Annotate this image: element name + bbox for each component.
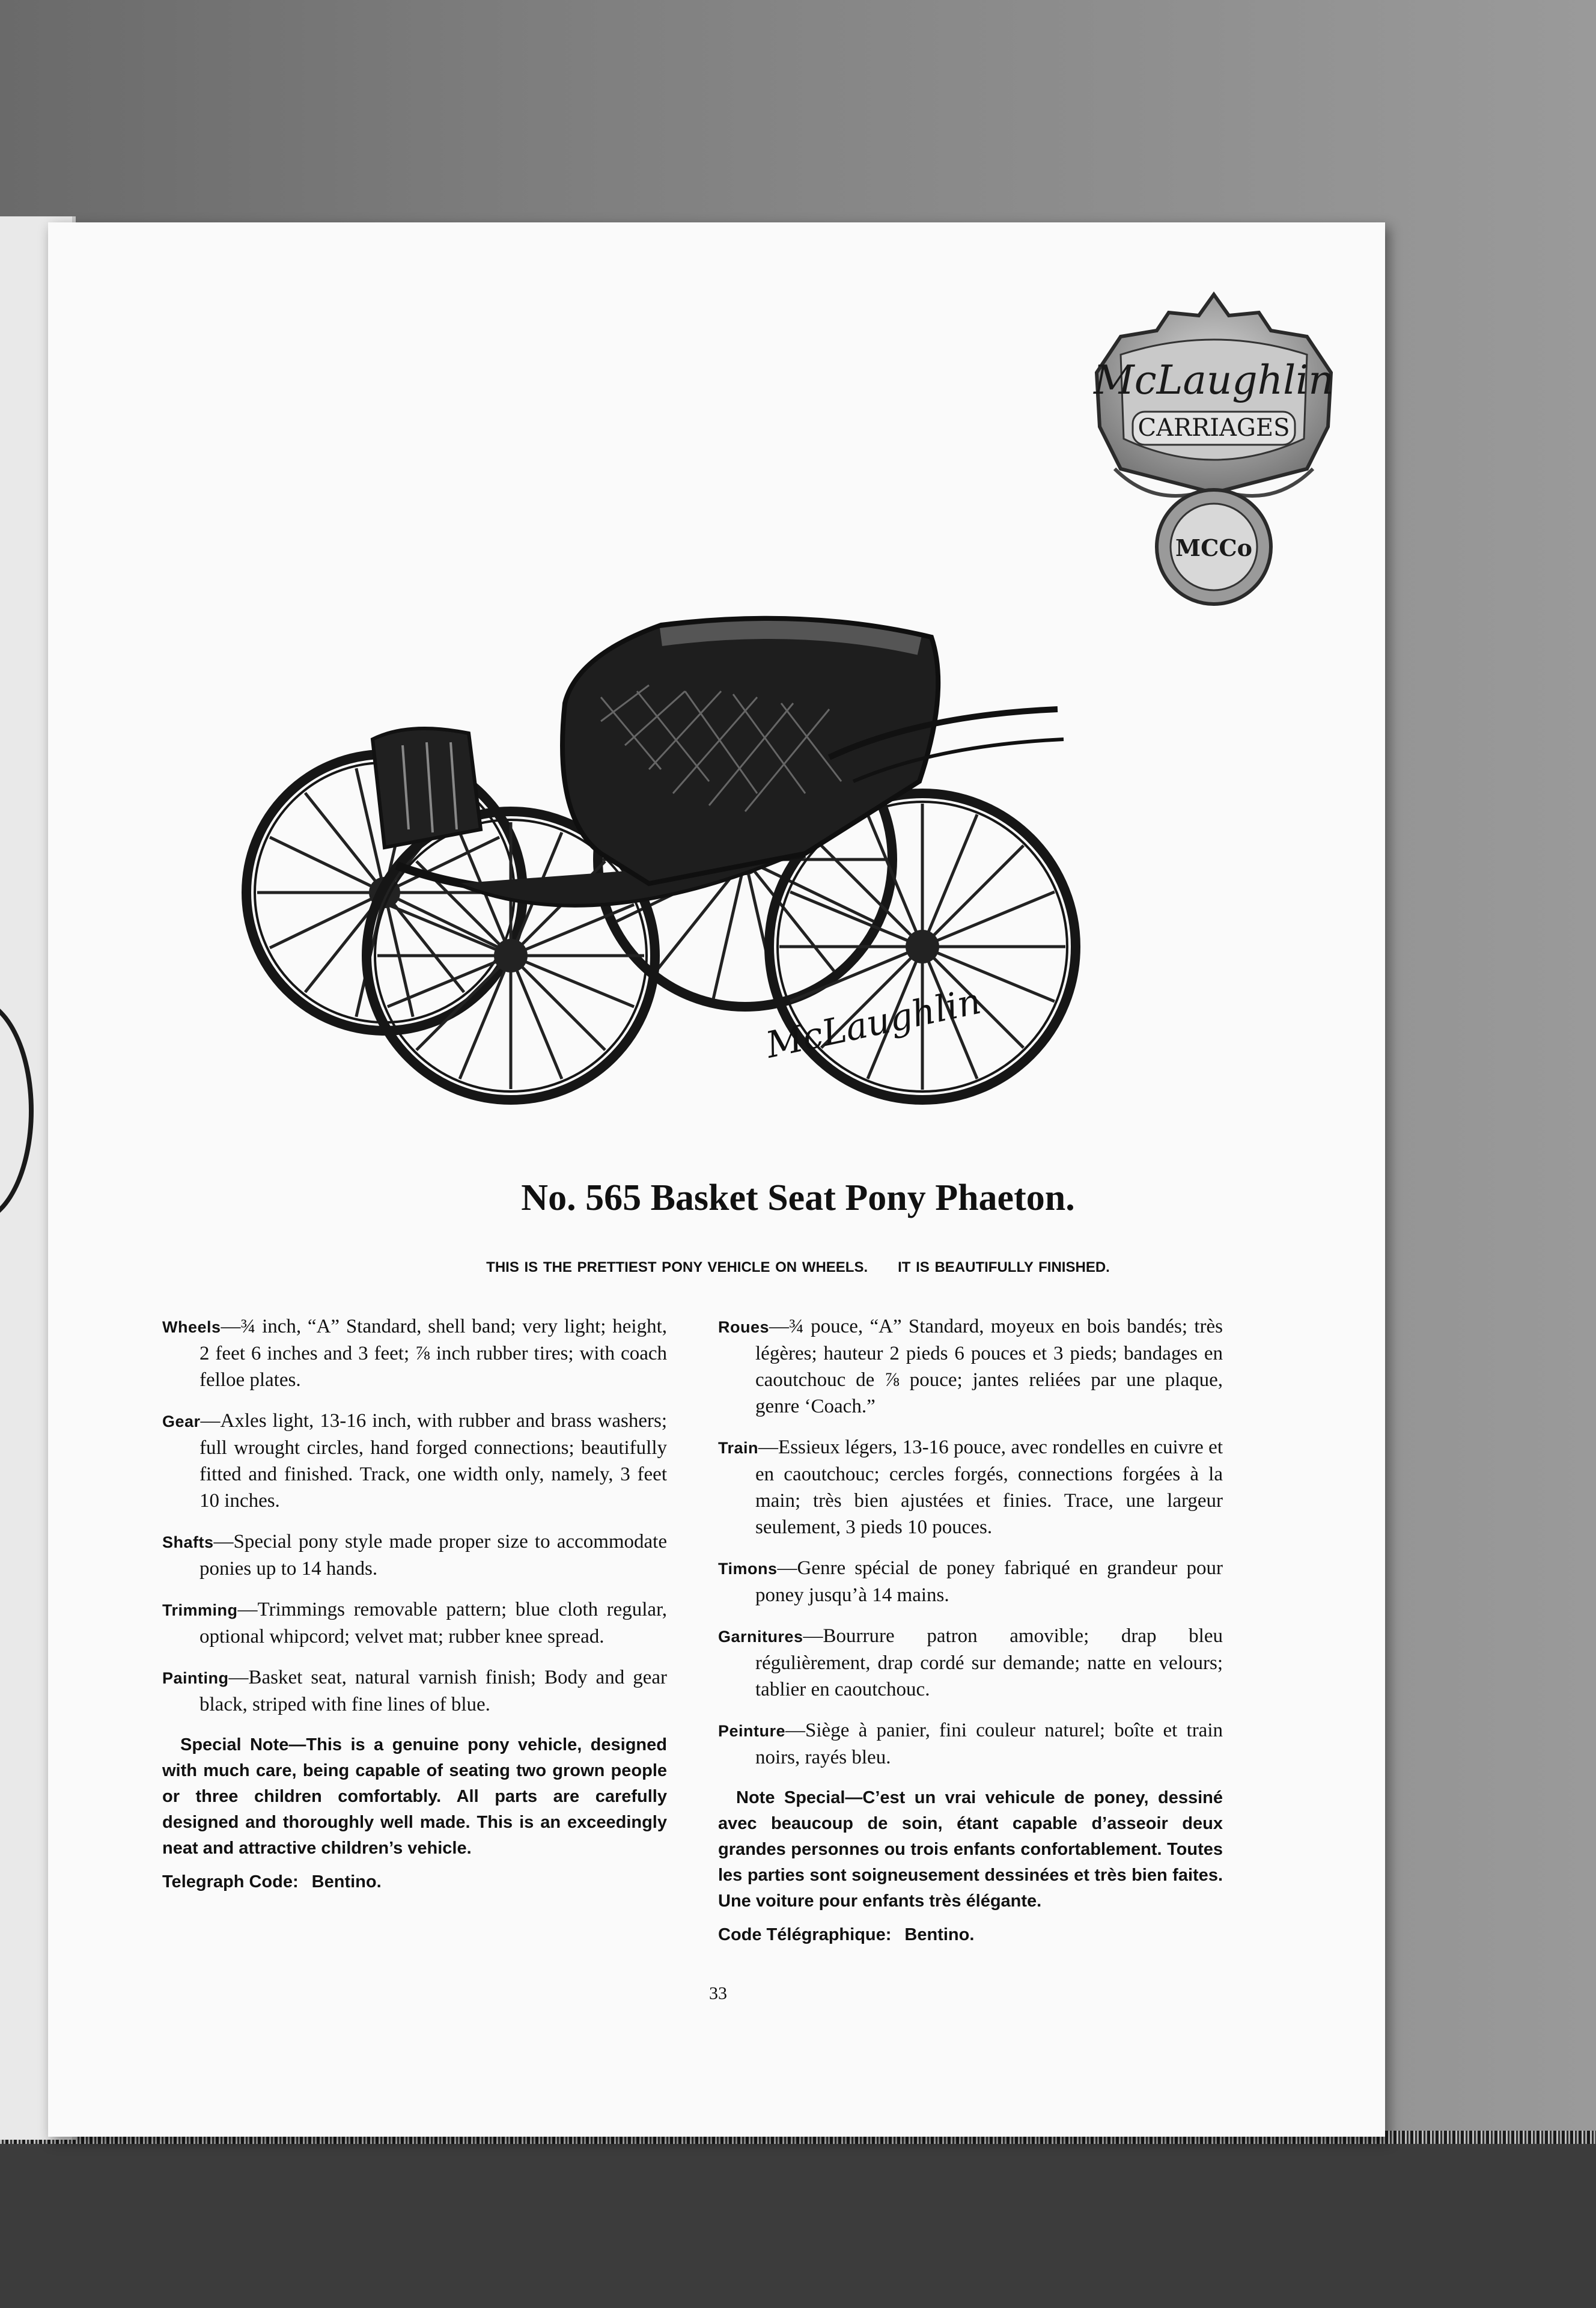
spec-roues (718, 1313, 1223, 1420)
spec-label: Trimming (162, 1601, 238, 1619)
logo-monogram: MCCo (1175, 534, 1252, 561)
special-note: Special Note—This is a genuine pony vehicle, designed with much care, being capable of seating two grown people or three children comfortably. All parts are carefully designed and thoroughly well made. This is an exceedingly neat and attractive children’s vehicle. (162, 1735, 667, 1858)
wheel-spoke (270, 837, 385, 893)
spec-text: —Axles light, 13-16 inch, with rubber and brass washers; full wrought circles, hand forged connections; beautifully fitted and finished. Track, one width only, namely, 3 feet 10 inches. (200, 1410, 667, 1512)
spec-label: Peinture (718, 1722, 786, 1740)
spec-label: Garnitures (718, 1628, 803, 1646)
artist-signature: McLaughlin (762, 980, 985, 1067)
english-column (162, 1313, 667, 1892)
code-telegraphique (718, 1925, 1223, 1945)
spec-peinture (718, 1717, 1223, 1771)
telegraph-code-label: Telegraph Code: (162, 1872, 299, 1891)
spec-shafts (162, 1528, 667, 1582)
logo-carriages-text: CARRIAGES (1138, 414, 1290, 442)
wheel-spoke (511, 956, 605, 1050)
wheel-spoke (385, 893, 499, 948)
spec-text: —Basket seat, natural varnish finish; Body and gear black, striped with fine lines of blue. (200, 1667, 667, 1715)
french-column (718, 1313, 1223, 1945)
spec-label: Timons (718, 1560, 778, 1578)
logo-script-text: McLaughlin (1094, 357, 1334, 403)
tagline-part2: IT IS BEAUTIFULLY FINISHED. (898, 1259, 1110, 1275)
scanner-bed (0, 2131, 1596, 2308)
spec-label: Train (718, 1439, 759, 1457)
spec-painting (162, 1664, 667, 1718)
tagline-part1: THIS IS THE PRETTIEST PONY VEHICLE ON WHEELS. (486, 1259, 868, 1275)
product-title: No. 565 Basket Seat Pony Phaeton. (521, 1177, 1075, 1218)
tagline (0, 1259, 1596, 1276)
telegraph-code (162, 1872, 667, 1892)
telegraph-code-value: Bentino. (311, 1872, 382, 1891)
spec-trimming (162, 1596, 667, 1650)
spec-text: —Bourrure patron amovible; drap bleu régulièrement, drap cordé sur demande; natte en velours; tablier en caoutchouc. (755, 1625, 1223, 1700)
spec-gear (162, 1408, 667, 1514)
spec-text: —Trimmings removable pattern; blue cloth regular, optional whipcord; velvet mat; rubber knee spread. (200, 1599, 667, 1647)
pony-phaeton-illustration (228, 601, 1142, 1142)
code-telegraphique-value: Bentino. (904, 1925, 975, 1944)
spec-label: Wheels (162, 1318, 221, 1336)
spec-garnitures (718, 1623, 1223, 1703)
spec-text: —Siège à panier, fini couleur naturel; boîte et train noirs, rayés bleu. (755, 1720, 1223, 1768)
page-number: 33 (709, 1983, 727, 2003)
spec-text: —¾ pouce, “A” Standard, moyeux en bois bandés; très légères; hauteur 2 pieds 6 pouces et 3 pieds; bandages en caoutchouc de ⅞ pouce; jantes reliées par une plaque, genre ‘Coach.” (755, 1316, 1223, 1417)
spec-label: Gear (162, 1412, 201, 1430)
mclaughlin-logo (1079, 288, 1349, 613)
wheel-spoke (745, 859, 874, 921)
note-special: Note Special—C’est un vrai vehicule de poney, dessiné avec beaucoup de soin, étant capable d’asseoir deux grandes personnes ou trois enfants confortablement. Toutes les parties sont soigneusement dessinées et très bien faites. Une voiture pour enfants très élégante. (718, 1788, 1223, 1911)
spec-label: Shafts (162, 1533, 214, 1551)
spec-train (718, 1434, 1223, 1540)
spec-text: —Special pony style made proper size to accommodate ponies up to 14 hands. (200, 1531, 667, 1580)
wheel-spoke (922, 846, 1023, 947)
code-telegraphique-label: Code Télégraphique: (718, 1925, 892, 1944)
spec-text: —¾ inch, “A” Standard, shell band; very light; height, 2 feet 6 inches and 3 feet; ⅞ inch rubber tires; with coach felloe plates. (200, 1316, 667, 1391)
spec-text: —Essieux légers, 13-16 pouce, avec rondelles en cuivre et en caoutchouc; cercles forgés, connections forgées à la main; très bien ajustées et finies. Trace, une largeur seulement, 3 pieds 10 pouces. (755, 1436, 1223, 1538)
wheel-spoke (416, 956, 511, 1050)
spec-text: —Genre spécial de poney fabriqué en grandeur pour poney jusqu’à 14 mains. (755, 1557, 1223, 1606)
spec-wheels (162, 1313, 667, 1393)
spec-timons (718, 1555, 1223, 1608)
spec-label: Roues (718, 1318, 770, 1336)
spec-label: Painting (162, 1669, 229, 1687)
